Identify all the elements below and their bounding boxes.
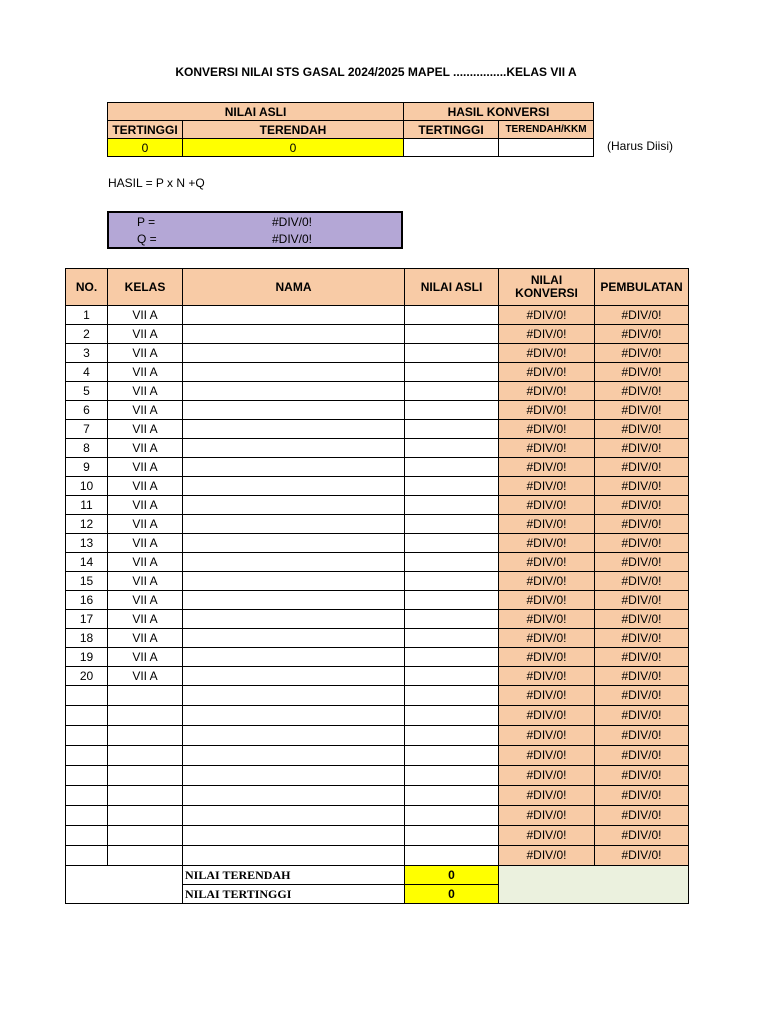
row-nilai-konversi-cell: #DIV/0! [499,553,595,572]
row-nilai-asli-input[interactable] [405,515,499,534]
row-nilai-konversi-cell: #DIV/0! [499,325,595,344]
row-no-cell [66,746,108,766]
row-nilai-asli-input[interactable] [405,706,499,726]
row-nilai-asli-input[interactable] [405,726,499,746]
row-nilai-konversi-cell: #DIV/0! [499,726,595,746]
row-no-cell: 13 [66,534,108,553]
row-no-cell: 3 [66,344,108,363]
row-nilai-asli-input[interactable] [405,325,499,344]
nilai-tertinggi-value: 0 [405,885,499,904]
row-kelas-cell [108,746,183,766]
row-nama-input[interactable] [183,344,405,363]
row-nama-input[interactable] [183,458,405,477]
row-nama-input[interactable] [183,667,405,686]
row-nama-input[interactable] [183,363,405,382]
row-kelas-cell: VII A [108,534,183,553]
table-row [66,496,689,515]
row-no-cell [66,726,108,746]
table-row [66,726,689,746]
q-value: #DIV/0! [272,232,313,246]
row-nilai-konversi-cell: #DIV/0! [499,806,595,826]
row-nama-input[interactable] [183,786,405,806]
col-header-nilai-asli: NILAI ASLI [405,269,499,306]
row-no-cell: 15 [66,572,108,591]
row-nama-input[interactable] [183,515,405,534]
tertinggi-header: TERTINGGI [108,121,183,139]
row-nama-input[interactable] [183,382,405,401]
row-nama-input[interactable] [183,766,405,786]
row-nilai-konversi-cell: #DIV/0! [499,610,595,629]
row-kelas-cell: VII A [108,610,183,629]
row-kelas-cell: VII A [108,344,183,363]
row-nilai-konversi-cell: #DIV/0! [499,458,595,477]
row-kelas-cell: VII A [108,401,183,420]
nilai-terendah-label: NILAI TERENDAH [183,866,405,885]
row-kelas-cell [108,846,183,866]
row-no-cell [66,786,108,806]
row-no-cell [66,826,108,846]
table-row [66,846,689,866]
row-nilai-konversi-cell: #DIV/0! [499,846,595,866]
table-row [66,306,689,325]
table-row [66,401,689,420]
row-nilai-konversi-cell: #DIV/0! [499,534,595,553]
row-nilai-asli-input[interactable] [405,344,499,363]
table-row [66,439,689,458]
row-pembulatan-cell: #DIV/0! [595,420,689,439]
table-row [66,826,689,846]
table-row [66,477,689,496]
row-no-cell [66,766,108,786]
row-nilai-konversi-cell: #DIV/0! [499,496,595,515]
row-nama-input[interactable] [183,572,405,591]
row-pembulatan-cell: #DIV/0! [595,401,689,420]
row-nilai-asli-input[interactable] [405,826,499,846]
row-pembulatan-cell: #DIV/0! [595,439,689,458]
row-kelas-cell [108,766,183,786]
row-nama-input[interactable] [183,477,405,496]
row-nama-input[interactable] [183,401,405,420]
table-row [66,534,689,553]
row-nilai-asli-input[interactable] [405,786,499,806]
hasil-konversi-header: HASIL KONVERSI [404,103,594,121]
table-row [66,591,689,610]
row-pembulatan-cell: #DIV/0! [595,306,689,325]
row-nama-input[interactable] [183,325,405,344]
col-header-nilai-konversi: NILAI KONVERSI [499,269,595,306]
student-grades-table [65,268,689,904]
row-pembulatan-cell: #DIV/0! [595,591,689,610]
table-row [66,648,689,667]
row-nilai-konversi-cell: #DIV/0! [499,629,595,648]
row-kelas-cell: VII A [108,629,183,648]
row-pembulatan-cell: #DIV/0! [595,629,689,648]
col-header-no: NO. [66,269,108,306]
row-kelas-cell: VII A [108,667,183,686]
row-pembulatan-cell: #DIV/0! [595,477,689,496]
q-label: Q = [137,232,157,246]
row-pembulatan-cell: #DIV/0! [595,746,689,766]
nilai-tertinggi-cell[interactable]: 0 [108,139,183,157]
row-kelas-cell: VII A [108,325,183,344]
row-no-cell: 8 [66,439,108,458]
row-nilai-asli-input[interactable] [405,806,499,826]
row-pembulatan-cell: #DIV/0! [595,648,689,667]
row-nilai-konversi-cell: #DIV/0! [499,706,595,726]
row-kelas-cell: VII A [108,496,183,515]
row-kelas-cell: VII A [108,515,183,534]
row-nilai-asli-input[interactable] [405,686,499,706]
row-nilai-asli-input[interactable] [405,401,499,420]
row-kelas-cell [108,726,183,746]
nilai-tertinggi-label: NILAI TERTINGGI [183,885,405,904]
row-nilai-asli-input[interactable] [405,553,499,572]
row-kelas-cell [108,786,183,806]
row-pembulatan-cell: #DIV/0! [595,706,689,726]
row-pembulatan-cell: #DIV/0! [595,572,689,591]
hasil-tertinggi-input[interactable] [404,139,499,157]
p-value: #DIV/0! [272,215,313,229]
row-nilai-asli-input[interactable] [405,534,499,553]
row-pembulatan-cell: #DIV/0! [595,458,689,477]
row-nilai-konversi-cell: #DIV/0! [499,667,595,686]
row-no-cell: 7 [66,420,108,439]
row-nilai-asli-input[interactable] [405,363,499,382]
row-nama-input[interactable] [183,826,405,846]
row-kelas-cell [108,706,183,726]
row-nilai-asli-input[interactable] [405,439,499,458]
row-pembulatan-cell: #DIV/0! [595,846,689,866]
nilai-terendah-value: 0 [405,866,499,885]
row-no-cell: 10 [66,477,108,496]
row-nilai-asli-input[interactable] [405,458,499,477]
row-nilai-asli-input[interactable] [405,591,499,610]
row-kelas-cell: VII A [108,553,183,572]
row-pembulatan-cell: #DIV/0! [595,786,689,806]
hasil-tertinggi-header: TERTINGGI [404,121,499,139]
pq-box [107,211,403,249]
row-nilai-konversi-cell: #DIV/0! [499,306,595,325]
row-no-cell [66,686,108,706]
nilai-terendah-cell[interactable]: 0 [183,139,404,157]
row-kelas-cell: VII A [108,363,183,382]
row-no-cell: 19 [66,648,108,667]
terendah-header: TERENDAH [183,121,404,139]
row-pembulatan-cell: #DIV/0! [595,667,689,686]
col-header-kelas: KELAS [108,269,183,306]
table-row [66,553,689,572]
harus-diisi-note: (Harus Diisi) [607,139,673,153]
row-nama-input[interactable] [183,553,405,572]
row-nama-input[interactable] [183,610,405,629]
row-kelas-cell [108,806,183,826]
row-nilai-asli-input[interactable] [405,306,499,325]
table-row [66,515,689,534]
table-row [66,686,689,706]
p-label: P = [137,215,156,229]
row-pembulatan-cell: #DIV/0! [595,382,689,401]
row-nilai-konversi-cell: #DIV/0! [499,477,595,496]
col-header-pembulatan: PEMBULATAN [595,269,689,306]
row-pembulatan-cell: #DIV/0! [595,766,689,786]
row-nilai-asli-input[interactable] [405,477,499,496]
row-nama-input[interactable] [183,591,405,610]
row-kelas-cell: VII A [108,591,183,610]
hasil-terendah-kkm-input[interactable] [499,139,594,157]
row-nilai-asli-input[interactable] [405,629,499,648]
row-nilai-asli-input[interactable] [405,846,499,866]
row-nilai-konversi-cell: #DIV/0! [499,591,595,610]
row-nama-input[interactable] [183,806,405,826]
table-row [66,786,689,806]
row-no-cell: 1 [66,306,108,325]
footer-blank [66,866,183,904]
row-nilai-konversi-cell: #DIV/0! [499,572,595,591]
row-no-cell: 18 [66,629,108,648]
row-nilai-konversi-cell: #DIV/0! [499,786,595,806]
table-row [66,344,689,363]
terendah-kkm-header: TERENDAH/KKM [499,121,594,139]
row-no-cell: 12 [66,515,108,534]
document-title: KONVERSI NILAI STS GASAL 2024/2025 MAPEL ................KELAS VII A [175,65,577,79]
row-nilai-konversi-cell: #DIV/0! [499,746,595,766]
row-nilai-konversi-cell: #DIV/0! [499,401,595,420]
row-nama-input[interactable] [183,726,405,746]
row-nilai-asli-input[interactable] [405,496,499,515]
row-kelas-cell: VII A [108,382,183,401]
row-nilai-asli-input[interactable] [405,382,499,401]
row-pembulatan-cell: #DIV/0! [595,826,689,846]
row-no-cell [66,846,108,866]
row-nilai-asli-input[interactable] [405,648,499,667]
row-nilai-asli-input[interactable] [405,766,499,786]
table-row [66,766,689,786]
table-row [66,325,689,344]
row-nilai-konversi-cell: #DIV/0! [499,363,595,382]
row-nilai-konversi-cell: #DIV/0! [499,420,595,439]
row-kelas-cell: VII A [108,439,183,458]
row-pembulatan-cell: #DIV/0! [595,686,689,706]
row-nilai-konversi-cell: #DIV/0! [499,439,595,458]
footer-green-area [499,866,689,904]
table-row [66,572,689,591]
row-no-cell: 11 [66,496,108,515]
table-row [66,610,689,629]
row-kelas-cell: VII A [108,648,183,667]
row-nama-input[interactable] [183,629,405,648]
row-nilai-konversi-cell: #DIV/0! [499,648,595,667]
row-nama-input[interactable] [183,686,405,706]
row-nama-input[interactable] [183,496,405,515]
row-nilai-konversi-cell: #DIV/0! [499,686,595,706]
row-kelas-cell: VII A [108,572,183,591]
row-nama-input[interactable] [183,746,405,766]
row-nama-input[interactable] [183,306,405,325]
row-no-cell: 17 [66,610,108,629]
row-kelas-cell: VII A [108,477,183,496]
row-kelas-cell: VII A [108,458,183,477]
row-no-cell: 14 [66,553,108,572]
row-pembulatan-cell: #DIV/0! [595,515,689,534]
row-no-cell: 4 [66,363,108,382]
table-row [66,667,689,686]
row-no-cell: 9 [66,458,108,477]
row-pembulatan-cell: #DIV/0! [595,726,689,746]
row-nama-input[interactable] [183,846,405,866]
row-nilai-konversi-cell: #DIV/0! [499,826,595,846]
table-row [66,363,689,382]
row-pembulatan-cell: #DIV/0! [595,610,689,629]
table-row [66,706,689,726]
row-pembulatan-cell: #DIV/0! [595,553,689,572]
row-nilai-konversi-cell: #DIV/0! [499,382,595,401]
row-nama-input[interactable] [183,439,405,458]
conversion-range-table [107,102,594,157]
row-no-cell: 5 [66,382,108,401]
row-no-cell [66,706,108,726]
row-no-cell: 16 [66,591,108,610]
row-kelas-cell: VII A [108,306,183,325]
table-row [66,746,689,766]
row-pembulatan-cell: #DIV/0! [595,344,689,363]
row-no-cell: 6 [66,401,108,420]
row-nilai-asli-input[interactable] [405,746,499,766]
row-nilai-asli-input[interactable] [405,572,499,591]
row-pembulatan-cell: #DIV/0! [595,534,689,553]
table-row [66,382,689,401]
row-nama-input[interactable] [183,534,405,553]
row-no-cell: 2 [66,325,108,344]
row-no-cell: 20 [66,667,108,686]
row-nama-input[interactable] [183,648,405,667]
row-kelas-cell [108,826,183,846]
table-row [66,806,689,826]
row-nilai-asli-input[interactable] [405,610,499,629]
row-kelas-cell: VII A [108,420,183,439]
col-header-nama: NAMA [183,269,405,306]
table-row [66,629,689,648]
row-pembulatan-cell: #DIV/0! [595,806,689,826]
table-row [66,458,689,477]
row-nilai-konversi-cell: #DIV/0! [499,344,595,363]
nilai-asli-header: NILAI ASLI [108,103,404,121]
row-pembulatan-cell: #DIV/0! [595,325,689,344]
row-nama-input[interactable] [183,420,405,439]
row-pembulatan-cell: #DIV/0! [595,363,689,382]
table-row [66,420,689,439]
row-kelas-cell [108,686,183,706]
row-nilai-asli-input[interactable] [405,420,499,439]
formula-text: HASIL = P x N +Q [108,176,205,190]
row-nilai-asli-input[interactable] [405,667,499,686]
row-nilai-konversi-cell: #DIV/0! [499,766,595,786]
row-nama-input[interactable] [183,706,405,726]
row-pembulatan-cell: #DIV/0! [595,496,689,515]
row-no-cell [66,806,108,826]
row-nilai-konversi-cell: #DIV/0! [499,515,595,534]
